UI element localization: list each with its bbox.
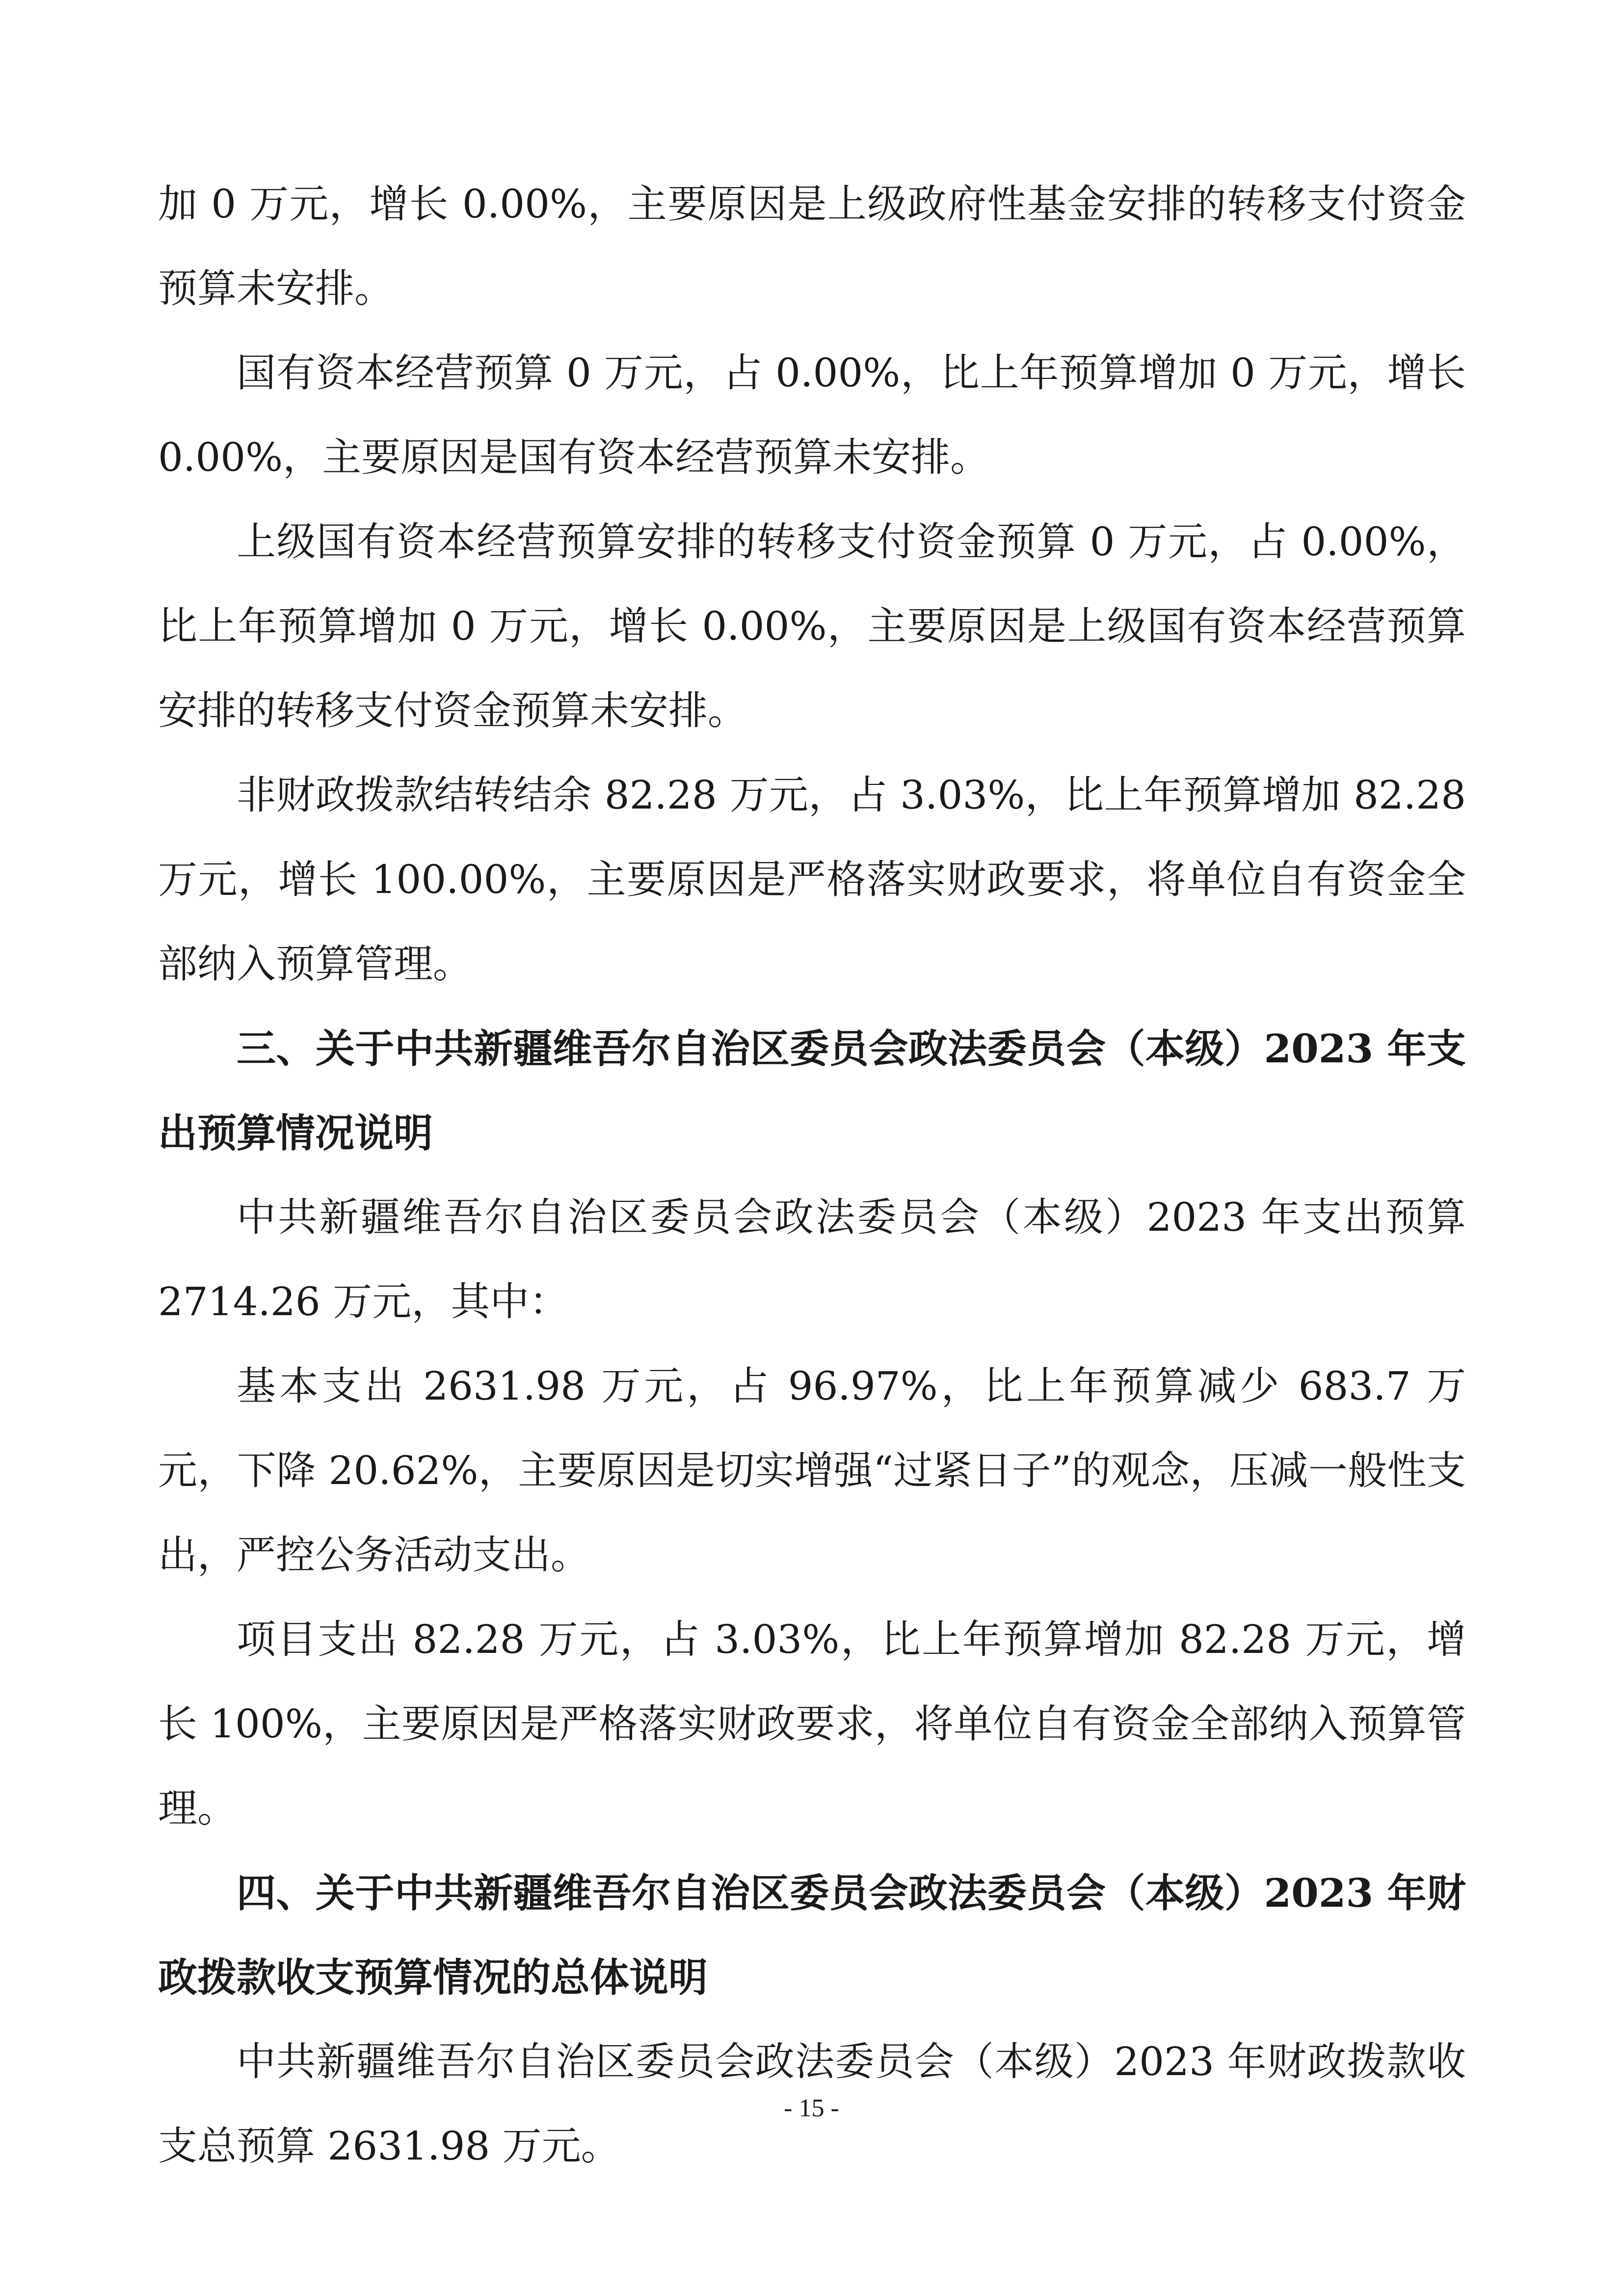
paragraph-expenditure-total: 中共新疆维吾尔自治区委员会政法委员会（本级）2023 年支出预算 2714.26 万元，其中：: [158, 1194, 1466, 1324]
paragraph-non-fiscal: 非财政拨款结转结余 82.28 万元，占 3.03%，比上年预算增加 82.28 万元，增长 100.00%，主要原因是严格落实财政要求，将单位自有资金全部纳入预算管理。: [158, 772, 1466, 987]
page-number: - 15 -: [784, 2094, 839, 2122]
paragraph-fiscal-total: 中共新疆维吾尔自治区委员会政法委员会（本级）2023 年财政拨款收支总预算 2631.98 万元。: [158, 2039, 1466, 2169]
section-heading-4: 四、关于中共新疆维吾尔自治区委员会政法委员会（本级）2023 年财政拨款收支预算情况的总体说明: [158, 1870, 1466, 2000]
paragraph-continued: 加 0 万元，增长 0.00%，主要原因是上级政府性基金安排的转移支付资金预算未安排。: [158, 181, 1466, 311]
paragraph-project-expenditure: 项目支出 82.28 万元，占 3.03%，比上年预算增加 82.28 万元，增长 100%，主要原因是严格落实财政要求，将单位自有资金全部纳入预算管理。: [158, 1617, 1466, 1831]
paragraph-basic-expenditure: 基本支出 2631.98 万元，占 96.97%，比上年预算减少 683.7 万元，下降 20.62%，主要原因是切实增强“过紧日子”的观念，压减一般性支出，严控公务活动支出。: [158, 1363, 1466, 1578]
paragraph-state-capital: 国有资本经营预算 0 万元，占 0.00%，比上年预算增加 0 万元，增长 0.00%，主要原因是国有资本经营预算未安排。: [158, 350, 1466, 480]
paragraph-upper-state-capital: 上级国有资本经营预算安排的转移支付资金预算 0 万元，占 0.00%，比上年预算增加 0 万元，增长 0.00%，主要原因是上级国有资本经营预算安排的转移支付资金预算未安排。: [158, 519, 1466, 733]
section-heading-3: 三、关于中共新疆维吾尔自治区委员会政法委员会（本级）2023 年支出预算情况说明: [158, 1026, 1466, 1156]
document-body: [158, 162, 1466, 2188]
